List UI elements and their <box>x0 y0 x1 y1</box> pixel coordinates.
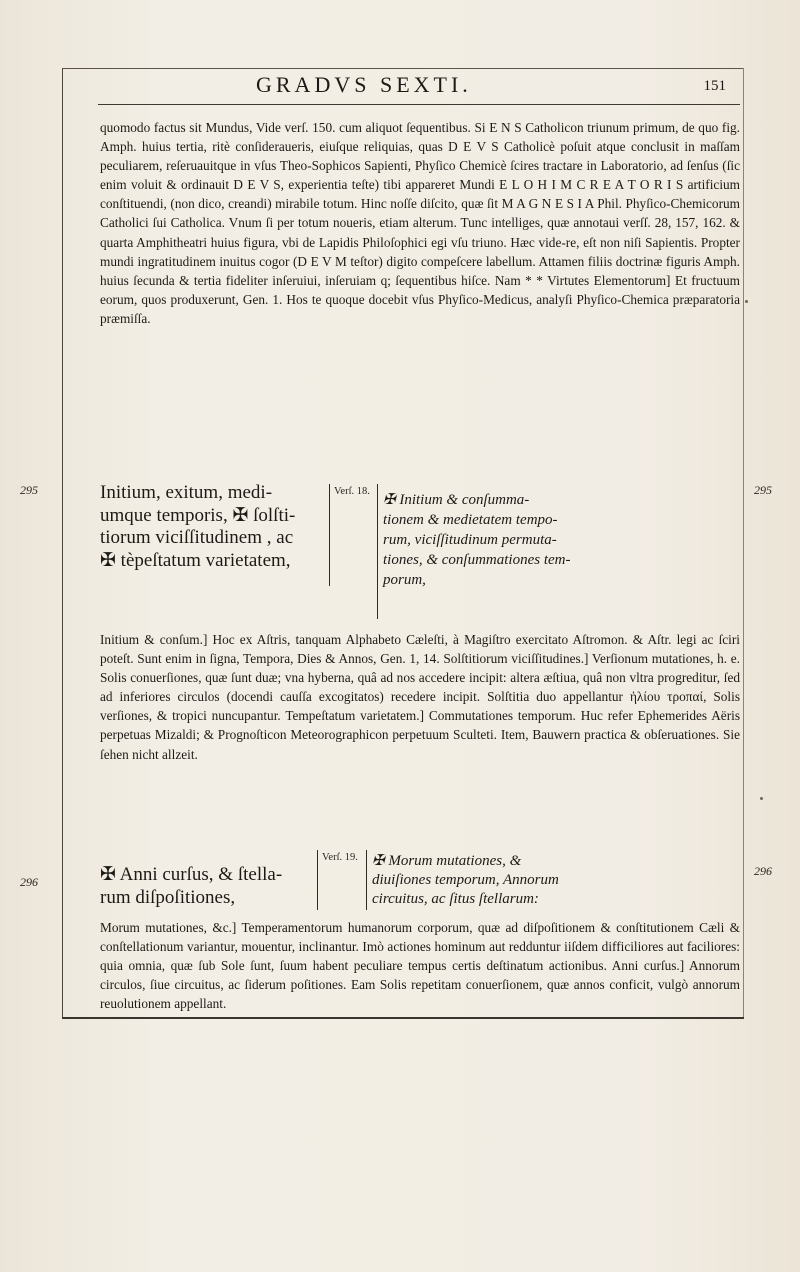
top-rule <box>62 68 744 69</box>
right-page-edge <box>743 68 744 1018</box>
verse-18-left-column <box>100 482 325 572</box>
verse-18-right-column <box>383 490 683 590</box>
margin-number-296-right: 296 <box>754 864 772 878</box>
margin-number-296-left: 296 <box>20 875 38 889</box>
verse-18-column-rule-right <box>377 484 378 619</box>
paragraph-1 <box>100 118 740 328</box>
verse-18-left-line-2: umque temporis, ✠ ſolſti- <box>100 504 296 526</box>
bottom-rule <box>62 1017 744 1019</box>
page-header <box>100 72 742 100</box>
verse-19-right-column <box>372 852 672 909</box>
verse-18-left-line-4: ✠ tèpeſtatum varietatem, <box>100 549 291 571</box>
verse-18-right-line-5: porum, <box>383 572 426 588</box>
verse-19-column-rule-right <box>366 850 367 910</box>
margin-number-295-right: 295 <box>754 483 772 497</box>
verse-18-label: Verſ. 18. <box>334 486 370 497</box>
verse-18-left-line-1: Initium, exitum, medi- <box>100 482 273 503</box>
margin-number-295-left: 295 <box>20 483 38 497</box>
paragraph-2 <box>100 630 740 764</box>
ink-speck <box>760 797 763 800</box>
paragraph-3-text: Morum mutationes, &c.] Temperamentorum humanorum corporum, quæ ad diſpoſitionem & conſtitutionem Cæli & conſtellationum variantur, mouentur, inclinantur. Imò actiones hominum aut redduntur iiſdem difficiliores aut faciliores: quia omnia, quæ ſub Sole ſunt, ſuum habent peculiare tempus certis deſtinatum actionibus. Anni curſus.] Annorum circulos, ſiue circuitus, ac ſiderum poſitiones. Eam Solis repetitam conuerſionem, quæ annos conficit, vulgò annorum reuolutionem appellant. <box>100 920 740 1012</box>
verse-19-left-line-1: ✠ Anni curſus, & ſtella- <box>100 864 283 885</box>
paragraph-2-text: Initium & conſum.] Hoc ex Aſtris, tanquam Alphabeto Cæleſti, à Magiſtro exercitato Aſtromon. & Aſtr. legi ac ſciri poteſt. Sunt enim in ſigna, Tempora, Dies & Annos, Gen. 1, 14. Solſtitiorum viciſſitudines.] Verſionum mutationes, h. e. Solis conuerſiones, quæ ſunt duæ; vna hyberna, quâ ad nos accedere incipit: altera æſtiua, quâ non vltra progreditur, ſed ad inferiores circulos (docendi cauſſa excogitatos) recedere incipit. Solſtitia duo appellantur ἡλίου τροπαί, Solis verſiones, & tropici nuncupantur. Tempeſtatum varietatem.] Commutationes temporum. Huc refer Ephemerides Aëris perpetuas Mizaldi; & Prognoſticon Meteorographicon perpetuum Sculteti. Item, Bauwern practica & obſeruationes. Sie ſehen nicht allzeit. <box>100 632 740 762</box>
verse-19-label: Verſ. 19. <box>322 852 358 863</box>
left-page-edge <box>62 68 63 1018</box>
verse-19-right-line-2: diuiſiones temporum, Annorum <box>372 872 559 888</box>
paragraph-1-text: quomodo factus sit Mundus, Vide verſ. 150. cum aliquot ſequentibus. Si E N S Catholicon triunum primum, de quo fig. Amph. huius tertia, ritè conſideraueris, eiuſque reliquias, quas D E V S Catholicè poſuit atque conclusit in maſſam peculiarem, reſeruauitque in vſus Theo-Sophicos Sapienti, Phyſico Chemicè ſcires tractare in Laboratorio, ad ſenſus (ſic enim voluit & ordinauit D E V S, experientia teſte) tibi appareret Mundi E L O H I M C R E A T O R I S artificium conſtituendi, (non dico, creandi) mirabile totum. Hinc noſſe diſcito, quæ ſit M A G N E S I A Phil. Phyſico-Chemicorum Catholici ſui Catholica. Vnum ſi per totum noueris, etiam alterum. Tunc intelliges, quæ annotaui verſſ. 28, 157, 162. & quarta Amphitheatri huius figura, vbi de Lapidis Philoſophici egi vſu triuno. Hæc vide-re, eſt non niſi Sapientis. Propter mundi ingratitudinem inuitus cogor (D E V M teſtor) digito compeſcere labellum. Attamen filiis doctrinæ figuris Amph. huius ſecunda & tertia fideliter inſeruiui, inſeruiam q; ſequentibus hiſce. Nam * * Virtutes Elementorum] Et fructuum eorum, quos produxerunt, Gen. 1. Hos te quoque docebit vſus Phyſico-Medicus, analyſi Phyſico-Chemica præparatoria præmiſſa. <box>100 120 740 326</box>
verse-19-left-column <box>100 863 325 909</box>
verse-19-column-rule-left <box>317 850 318 910</box>
verse-18-left-line-3: tiorum viciſſitudinem , ac <box>100 527 294 548</box>
paragraph-3 <box>100 918 740 1013</box>
verse-19-right-line-3: circuitus, ac ſitus ſtellarum: <box>372 891 539 907</box>
verse-19-right-line-1: ✠ Morum mutationes, & <box>372 853 522 869</box>
verse-18-column-rule-left <box>329 484 330 586</box>
verse-18-right-line-4: tiones, & conſummationes tem- <box>383 552 571 568</box>
verse-18-right-line-2: tionem & medietatem tempo- <box>383 512 558 528</box>
verse-18-right-line-1: ✠ Initium & conſumma- <box>383 492 530 508</box>
verse-18-right-line-3: rum, viciſſitudinum permuta- <box>383 532 557 548</box>
running-head: GRADVS SEXTI. <box>256 72 472 97</box>
page-number: 151 <box>703 78 726 94</box>
header-rule <box>98 104 740 105</box>
verse-19-left-line-2: rum diſpoſitiones, <box>100 887 236 908</box>
ink-speck <box>745 300 748 303</box>
